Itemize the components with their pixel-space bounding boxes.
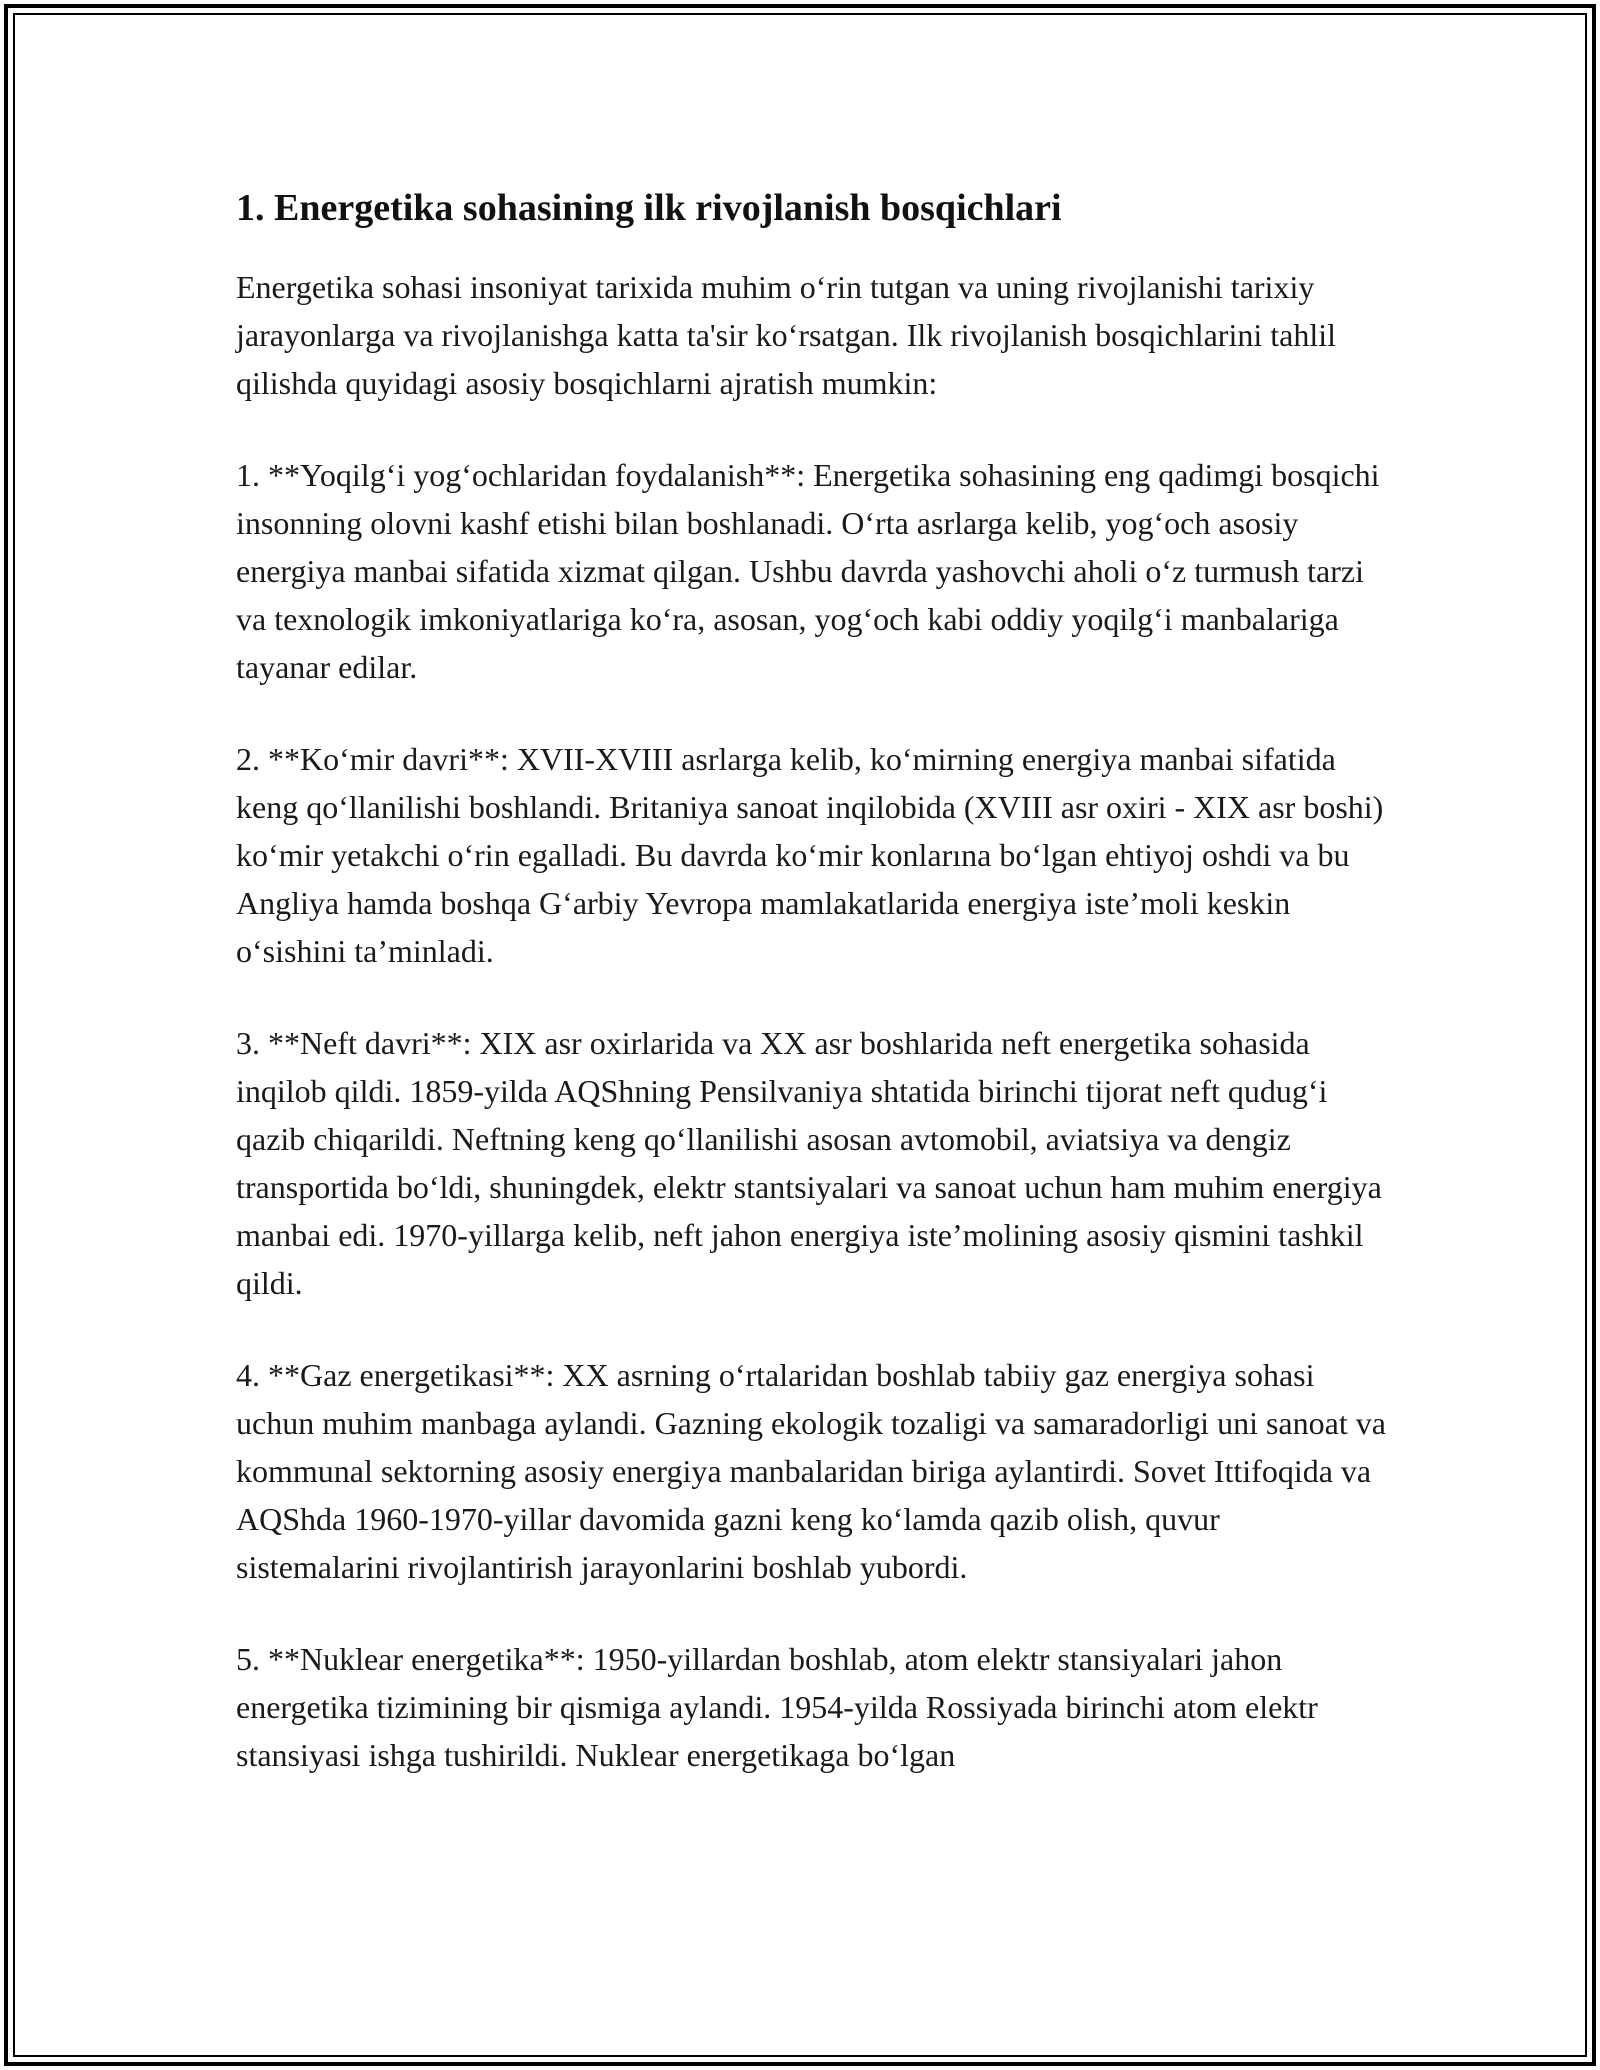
- paragraph-nuclear-energy: 5. **Nuklear energetika**: 1950-yillardan boshlab, atom elektr stansiyalari jahon energetika tizimining bir qismiga aylandi. 1954-yilda Rossiyada birinchi atom elektr stansiyasi ishga tushirildi. Nuklear energetikaga bo‘lgan: [236, 1641, 1318, 1774]
- document-title: 1. Energetika sohasining ilk rivojlanish bosqichlari: [236, 187, 1062, 229]
- paragraph-gas-energy: 4. **Gaz energetikasi**: XX asrning o‘rtalaridan boshlab tabiiy gaz energiya sohasi uchun muhim manbaga aylandi. Gazning ekologik tozaligi va samaradorligi uni sanoat va kommunal sektorning asosiy energiya manbalaridan biriga aylantirdi. Sovet Ittifoqida va AQShda 1960-1970-yillar davomida gazni keng ko‘lamda qazib olish, quvur sistemalarini rivojlantirish jarayonlarini boshlab yubordi.: [236, 1357, 1386, 1586]
- paragraph-oil-era: 3. **Neft davri**: XIX asr oxirlarida va XX asr boshlarida neft energetika sohasida inqilob qildi. 1859-yilda AQShning Pensilvaniya shtatida birinchi tijorat neft qudug‘i qazib chiqarildi. Neftning keng qo‘llanilishi asosan avtomobil, aviatsiya va dengiz transportida bo‘ldi, shuningdek, elektr stantsiyalari va sanoat uchun ham muhim energiya manbai edi. 1970-yillarga kelib, neft jahon energiya iste’molining asosiy qismini tashkil qildi.: [236, 1025, 1382, 1302]
- paragraph-wood-fuel: 1. **Yoqilg‘i yog‘ochlaridan foydalanish**: Energetika sohasining eng qadimgi bosqichi insonning olovni kashf etishi bilan boshlanadi. O‘rta asrlarga kelib, yog‘och asosiy energiya manbai sifatida xizmat qilgan. Ushbu davrda yashovchi aholi o‘z turmush tarzi va texnologik imkoniyatlariga ko‘ra, asosan, yog‘och kabi oddiy yoqilg‘i manbalariga tayanar edilar.: [236, 457, 1380, 686]
- document-body: [236, 184, 1386, 1779]
- paragraph-coal-era: 2. **Ko‘mir davri**: XVII-XVIII asrlarga kelib, ko‘mirning energiya manbai sifatida keng qo‘llanilishi boshlandi. Britaniya sanoat inqilobida (XVIII asr oxiri - XIX asr boshi) ko‘mir yetakchi o‘rin egalladi. Bu davrda ko‘mir konlarına bo‘lgan ehtiyoj oshdi va bu Angliya hamda boshqa G‘arbiy Yevropa mamlakatlarida energiya iste’moli keskin o‘sishini ta’minladi.: [236, 741, 1384, 970]
- paragraph-intro: Energetika sohasi insoniyat tarixida muhim o‘rin tutgan va uning rivojlanishi tarixiy jarayonlarga va rivojlanishga katta ta'sir ko‘rsatgan. Ilk rivojlanish bosqichlarini tahlil qilishda quyidagi asosiy bosqichlarni ajratish mumkin:: [236, 269, 1336, 402]
